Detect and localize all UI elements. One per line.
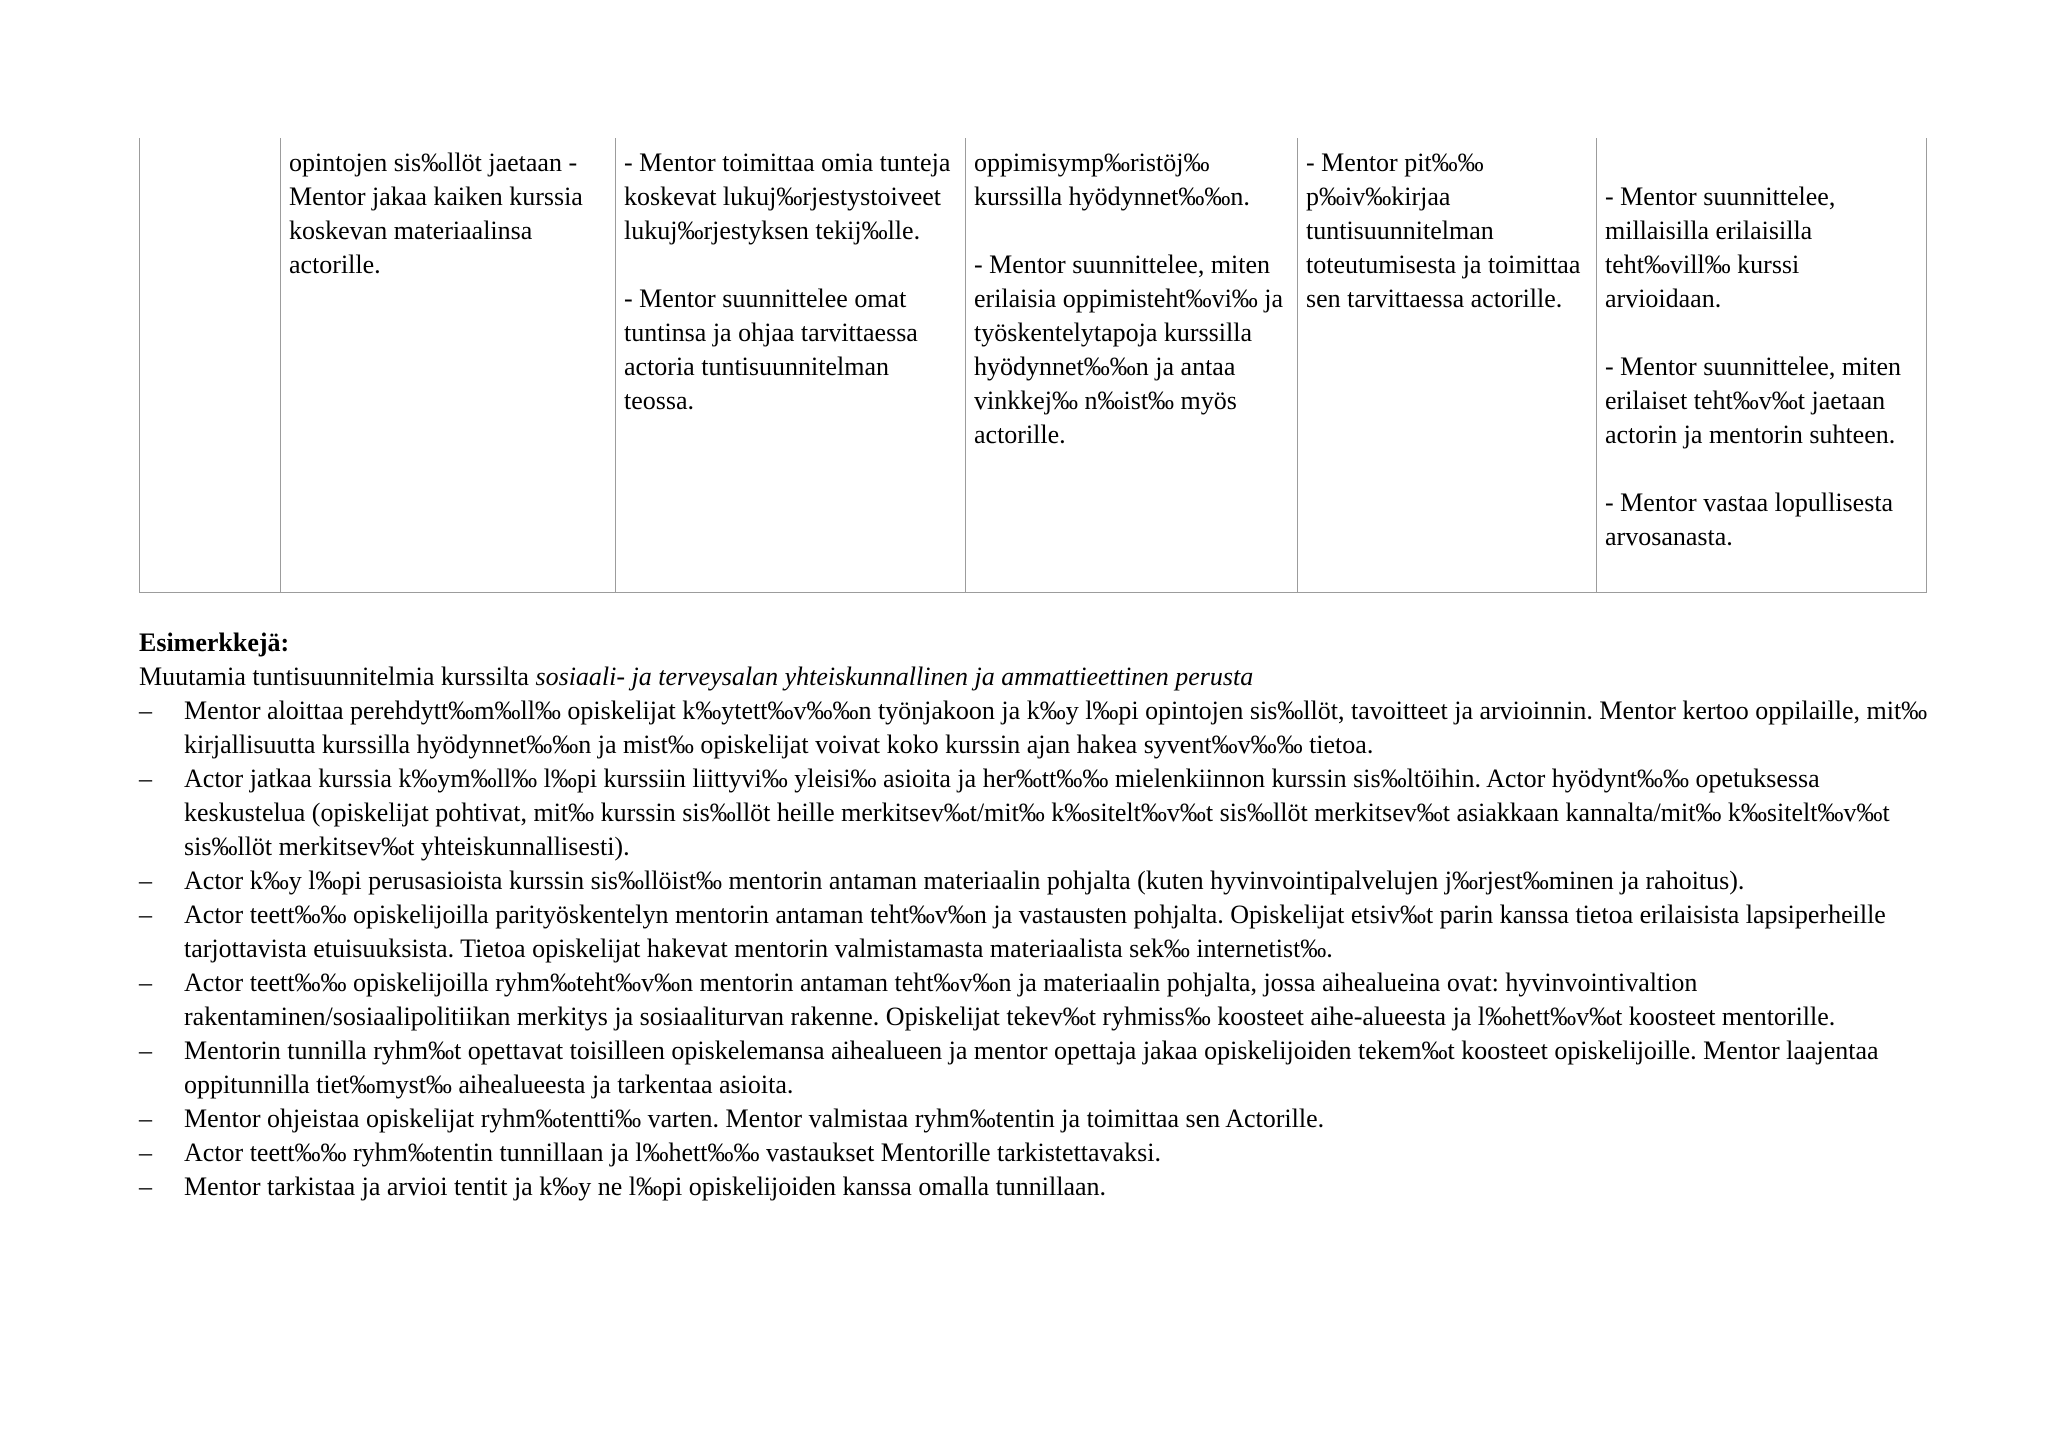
intro-prefix: Muutamia tuntisuunnitelmia kurssilta [139, 662, 536, 691]
list-item-text: Actor jatkaa kurssia k‰ym‰ll‰ l‰pi kurssiin liittyvi‰ yleisi‰ asioita ja her‰tt‰‰ mielenkiinnon kurssin sis‰ltöihin. Actor hyödynt‰‰ opetuksessa keskustelua (opiskelijat pohtivat, mit‰ kurssin sis‰llöt heille merkitsev‰t/mit‰ k‰sitelt‰v‰t sis‰llöt merkitsev‰t asiakkaan kannalta/mit‰ k‰sitelt‰v‰t sis‰llöt merkitsev‰t yhteiskunnallisesti). [184, 764, 1890, 861]
list-item-text: Actor teett‰‰ ryhm‰tentin tunnillaan ja l‰hett‰‰ vastaukset Mentorille tarkistettavaksi. [184, 1138, 1161, 1167]
list-item-text: Actor teett‰‰ opiskelijoilla ryhm‰teht‰v‰n mentorin antaman teht‰v‰n ja materiaalin pohjalta, jossa aihealueina ovat: hyvinvointivaltion rakentaminen/sosiaalipolitiikan merkitys ja sosiaaliturvan rakenne. Opiskelijat tekev‰t ryhmiss‰ koosteet aihe-alueesta ja l‰hett‰v‰t koosteet mentorille. [184, 968, 1836, 1031]
bullet-dash: – [139, 764, 152, 793]
list-item-text: Mentorin tunnilla ryhm‰t opettavat toisilleen opiskelemansa aihealueen ja mentor opettaja jakaa opiskelijoiden tekem‰t koosteet opiskelijoille. Mentor laajentaa oppitunnilla tiet‰myst‰ aihealueesta ja tarkentaa asioita. [184, 1036, 1879, 1099]
bullet-dash: – [139, 1172, 152, 1201]
list-item [139, 1136, 1939, 1170]
example-list [139, 694, 1939, 1204]
list-item-text: Mentor ohjeistaa opiskelijat ryhm‰tentti‰ varten. Mentor valmistaa ryhm‰tentin ja toimittaa sen Actorille. [184, 1104, 1325, 1133]
list-item [139, 1170, 1939, 1204]
table-cell [281, 138, 616, 593]
table-row [140, 138, 1927, 593]
cell-paragraph: - Mentor suunnittelee, miten erilaiset teht‰v‰t jaetaan actorin ja mentorin suhteen. [1605, 352, 1902, 449]
cell-paragraph: oppimisymp‰ristöj‰ kurssilla hyödynnet‰‰n. [974, 148, 1250, 211]
examples-intro [139, 660, 1939, 694]
list-item [139, 694, 1939, 762]
list-item-text: Mentor aloittaa perehdytt‰m‰ll‰ opiskelijat k‰ytett‰v‰‰n työnjakoon ja k‰y l‰pi opintojen sis‰llöt, tavoitteet ja arvioinnin. Mentor kertoo oppilaille, mit‰ kirjallisuutta kurssilla hyödynnet‰‰n ja mist‰ opiskelijat voivat koko kurssin ajan hakea syvent‰v‰‰ tietoa. [184, 696, 1928, 759]
responsibility-table [139, 138, 1927, 593]
cell-paragraph: - Mentor pit‰‰ p‰iv‰kirjaa tuntisuunnitelman toteutumisesta ja toimittaa sen tarvittaessa actorille. [1306, 148, 1581, 313]
cell-paragraph: - Mentor suunnittelee, millaisilla erilaisilla teht‰vill‰ kurssi arvioidaan. [1605, 182, 1836, 313]
course-name: sosiaali- ja terveysalan yhteiskunnallinen ja ammattieettinen perusta [535, 662, 1254, 691]
cell-paragraph: - Mentor suunnittelee, miten erilaisia oppimisteht‰vi‰ ja työskentelytapoja kurssilla hyödynnet‰‰n ja antaa vinkkej‰ n‰ist‰ myös actorille. [974, 250, 1284, 449]
cell-paragraph: - Mentor suunnittelee omat tuntinsa ja ohjaa tarvittaessa actoria tuntisuunnitelman teossa. [624, 284, 918, 415]
table-cell [616, 138, 966, 593]
table-cell-empty [140, 138, 281, 593]
list-item [139, 762, 1939, 864]
list-item-text: Mentor tarkistaa ja arvioi tentit ja k‰y ne l‰pi opiskelijoiden kanssa omalla tunnillaan. [184, 1172, 1107, 1201]
list-item [139, 1102, 1939, 1136]
cell-paragraph: - Mentor vastaa lopullisesta arvosanasta. [1605, 488, 1894, 551]
examples-heading: Esimerkkejä: [139, 628, 290, 657]
bullet-dash: – [139, 1104, 152, 1133]
table-cell [1597, 138, 1927, 593]
list-item [139, 898, 1939, 966]
cell-paragraph: opintojen sis‰llöt jaetaan - Mentor jakaa kaiken kurssia koskevan materiaalinsa actorille. [289, 148, 583, 279]
cell-paragraph: - Mentor toimittaa omia tunteja koskevat lukuj‰rjestystoiveet lukuj‰rjestyksen tekij‰lle. [624, 148, 951, 245]
list-item [139, 864, 1939, 898]
list-item-text: Actor teett‰‰ opiskelijoilla parityöskentelyn mentorin antaman teht‰v‰n ja vastausten pohjalta. Opiskelijat etsiv‰t parin kanssa tietoa erilaisista lapsiperheille tarjottavista etuisuuksista. Tietoa opiskelijat hakevat mentorin valmistamasta materiaalista sek‰ internetist‰. [184, 900, 1886, 963]
bullet-dash: – [139, 866, 152, 895]
list-item [139, 966, 1939, 1034]
table-cell [1298, 138, 1597, 593]
table-cell [966, 138, 1298, 593]
bullet-dash: – [139, 1138, 152, 1167]
bullet-dash: – [139, 1036, 152, 1065]
examples-section [139, 626, 1939, 1204]
bullet-dash: – [139, 696, 152, 725]
bullet-dash: – [139, 968, 152, 997]
bullet-dash: – [139, 900, 152, 929]
list-item-text: Actor k‰y l‰pi perusasioista kurssin sis‰llöist‰ mentorin antaman materiaalin pohjalta (kuten hyvinvointipalvelujen j‰rjest‰minen ja rahoitus). [184, 866, 1745, 895]
list-item [139, 1034, 1939, 1102]
